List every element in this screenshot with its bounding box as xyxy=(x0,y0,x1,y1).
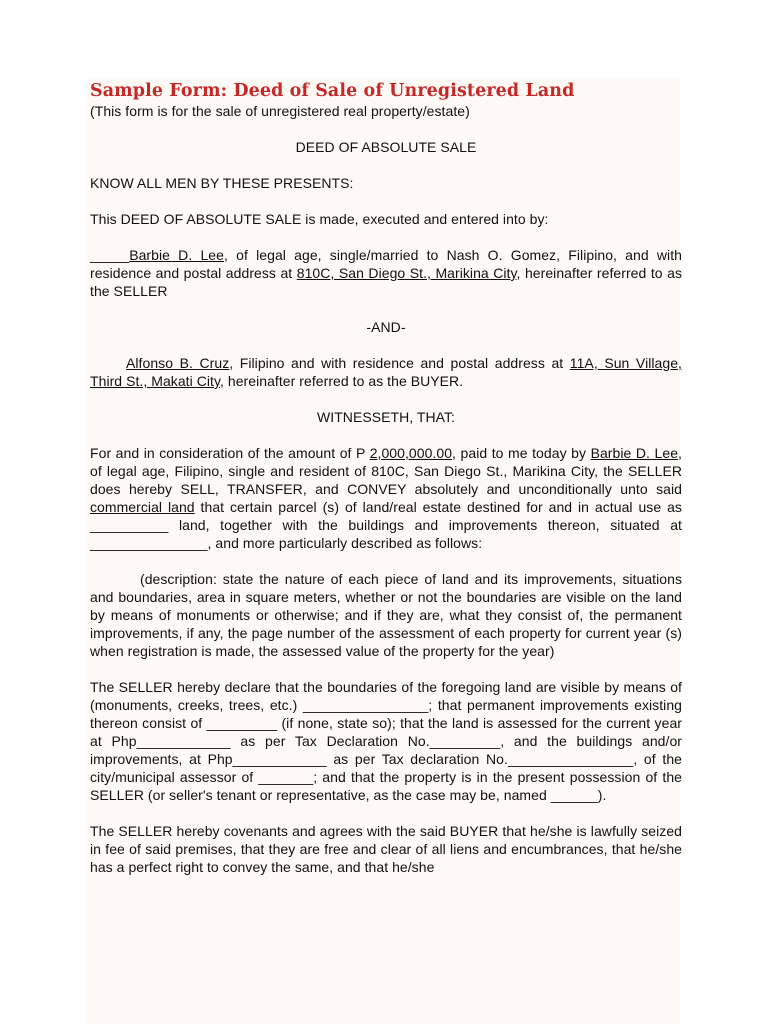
buyer-paragraph xyxy=(90,354,682,390)
consideration-text-1: For and in consideration of the amount of P xyxy=(90,445,370,461)
deed-heading: DEED OF ABSOLUTE SALE xyxy=(295,139,477,155)
intro-line: This DEED OF ABSOLUTE SALE is made, executed and entered into by: xyxy=(90,211,549,227)
document-body xyxy=(86,78,682,876)
seller-text-1: , of legal age, single/married to Nash O. Gomez, Filipino, and with residence and postal address at xyxy=(90,247,682,281)
know-all-line: KNOW ALL MEN BY THESE PRESENTS: xyxy=(90,175,354,191)
witnesseth-heading: WITNESSETH, THAT: xyxy=(316,409,455,425)
document-page xyxy=(86,78,683,1024)
consideration-text-4: that certain parcel (s) of land/real estate destined for and in actual use as __________ land, together with the buildings and improvements thereon, situated at _______________, and more particularly described as follows: xyxy=(90,499,682,551)
land-type: commercial land xyxy=(90,499,195,515)
seller-paragraph xyxy=(90,246,682,300)
consideration-amount: 2,000,000.00 xyxy=(369,445,453,461)
page-title: Sample Form: Deed of Sale of Unregistered Land xyxy=(90,81,575,101)
buyer-address: 11A, Sun Village, Third St., Makati City xyxy=(90,355,682,389)
seller-text-2: , hereinafter referred to as the SELLER xyxy=(90,265,683,299)
consideration-text-2: , paid to me today by xyxy=(452,445,591,461)
description-paragraph: (description: state the nature of each piece of land and its improvements, situations and boundaries, area in square meters, whether or not the boundaries are visible on the land by means of monuments or otherwise; and if they are, what they consist of, the permanent improvements, if any, the page number of the assessment of each property for current year (s) when registration is made, the assessed value of the property for the year) xyxy=(90,571,682,659)
seller-blank: _____ xyxy=(90,247,130,263)
covenant-paragraph: The SELLER hereby covenants and agrees with the said BUYER that he/she is lawfully seized in fee of said premises, that they are free and clear of all liens and encumbrances, that he/she has a perfect right to convey the same, and that he/she xyxy=(90,823,682,875)
buyer-text-1: , Filipino and with residence and postal address at xyxy=(229,355,570,371)
subtitle: (This form is for the sale of unregistered real property/estate) xyxy=(90,103,470,119)
declaration-paragraph: The SELLER hereby declare that the boundaries of the foregoing land are visible by means of (monuments, creeks, trees, etc.) ________________; that permanent improvements existing thereon consist of _________ (if none, state so); that the land is assessed for the current year at Php____________ as per Tax Declaration No._________, and the buildings and/or improvements, at Php____________ as per Tax declaration No.________________, of the city/municipal assessor of _______; and that the property is in the present possession of the SELLER (or seller's tenant or representative, as the case may be, named ______). xyxy=(90,679,682,803)
buyer-text-2: , hereinafter referred to as the BUYER. xyxy=(219,373,464,389)
consideration-text-3: , of legal age, Filipino, single and resident of 810C, San Diego St., Marikina City, the SELLER does hereby SELL, TRANSFER, and CONVEY absolutely and unconditionally unto said xyxy=(90,445,682,497)
buyer-name: Alfonso B. Cruz xyxy=(126,355,230,371)
consideration-paragraph xyxy=(90,444,682,552)
seller-address: 810C, San Diego St., Marikina City xyxy=(296,265,517,281)
consideration-name: Barbie D. Lee xyxy=(590,445,679,461)
seller-name: Barbie D. Lee xyxy=(129,247,224,263)
and-separator: -AND- xyxy=(366,319,406,335)
